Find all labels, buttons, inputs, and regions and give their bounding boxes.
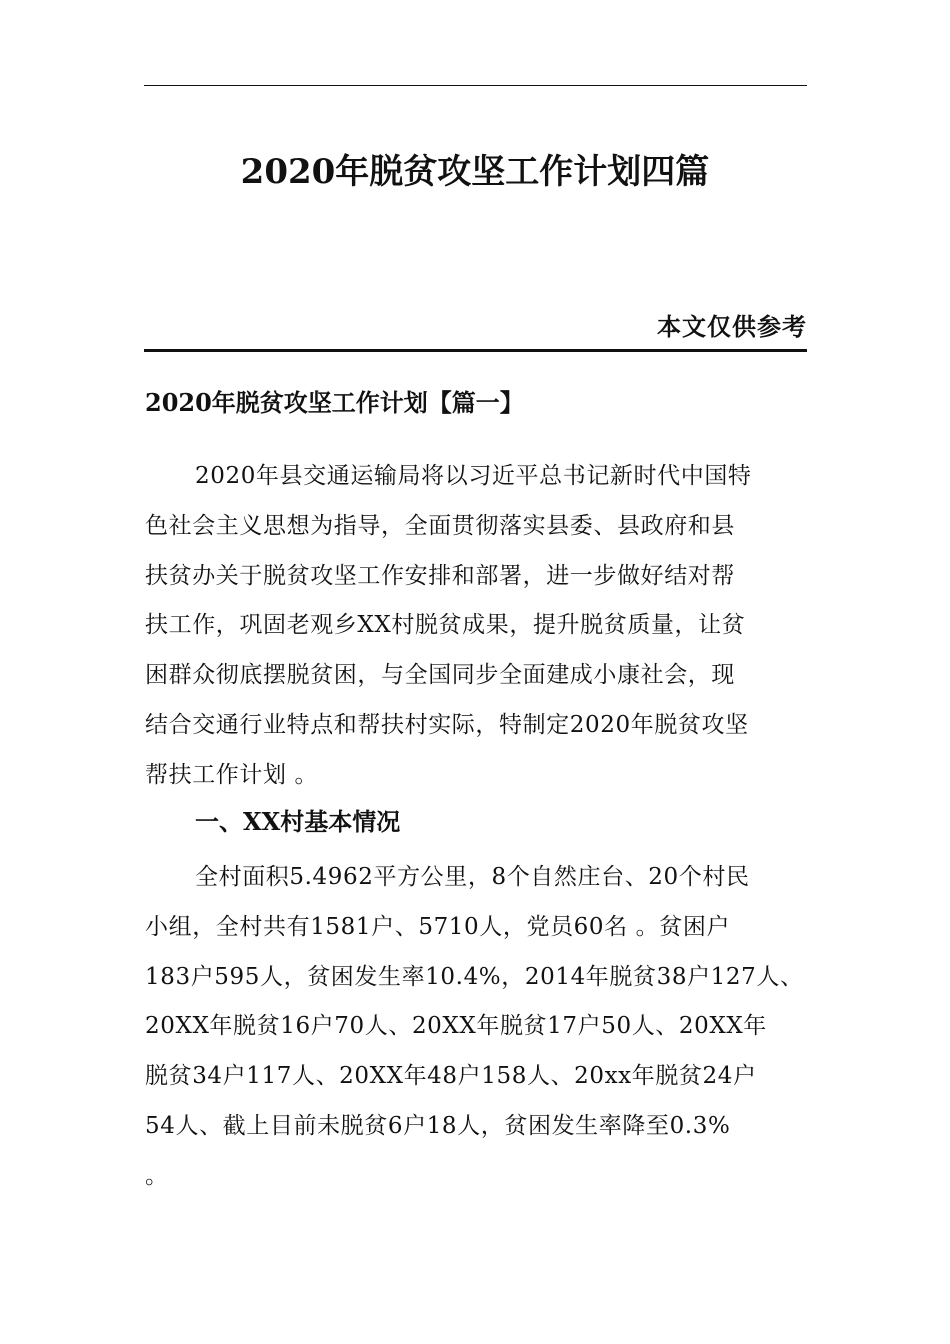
paragraph-line: 。 [145,1162,169,1189]
paragraph-line: 结合交通行业特点和帮扶村实际，特制定2020年脱贫攻坚 [145,711,749,738]
paragraph-line: 色社会主义思想为指导，全面贯彻落实县委、县政府和县 [145,512,735,539]
paragraph-line: 扶工作，巩固老观乡XX村脱贫成果，提升脱贫质量，让贫 [145,612,746,639]
section-title: 2020年脱贫攻坚工作计划【篇一】 [145,388,524,417]
divider-rule [144,349,807,352]
paragraph-line: 困群众彻底摆脱贫困，与全国同步全面建成小康社会，现 [145,662,735,689]
paragraph-village-info [145,853,805,1202]
reference-note: 本文仅供参考 [657,312,807,341]
header-rule [144,85,807,86]
paragraph-intro [145,452,805,801]
paragraph-line: 扶贫办关于脱贫攻坚工作安排和部署，进一步做好结对帮 [145,562,735,589]
paragraph-line: 帮扶工作计划 。 [145,761,319,788]
subsection-title: 一、XX村基本情况 [195,807,401,836]
paragraph-line: 183户595人，贫困发生率10.4%，2014年脱贫38户127人、 [145,963,804,990]
paragraph-line: 小组，全村共有1581户、5710人，党员60名 。贫困户 [145,913,731,940]
paragraph-line: 20XX年脱贫16户70人、20XX年脱贫17户50人、20XX年 [145,1013,767,1040]
paragraph-line: 全村面积5.4962平方公里，8个自然庄台、20个村民 [195,864,750,890]
paragraph-line: 2020年县交通运输局将以习近平总书记新时代中国特 [195,463,752,489]
paragraph-line: 54人、截上目前未脱贫6户18人，贫困发生率降至0.3% [145,1112,731,1139]
document-title: 2020年脱贫攻坚工作计划四篇 [240,152,710,192]
paragraph-line: 脱贫34户117人、20XX年48户158人、20xx年脱贫24户 [145,1063,757,1090]
